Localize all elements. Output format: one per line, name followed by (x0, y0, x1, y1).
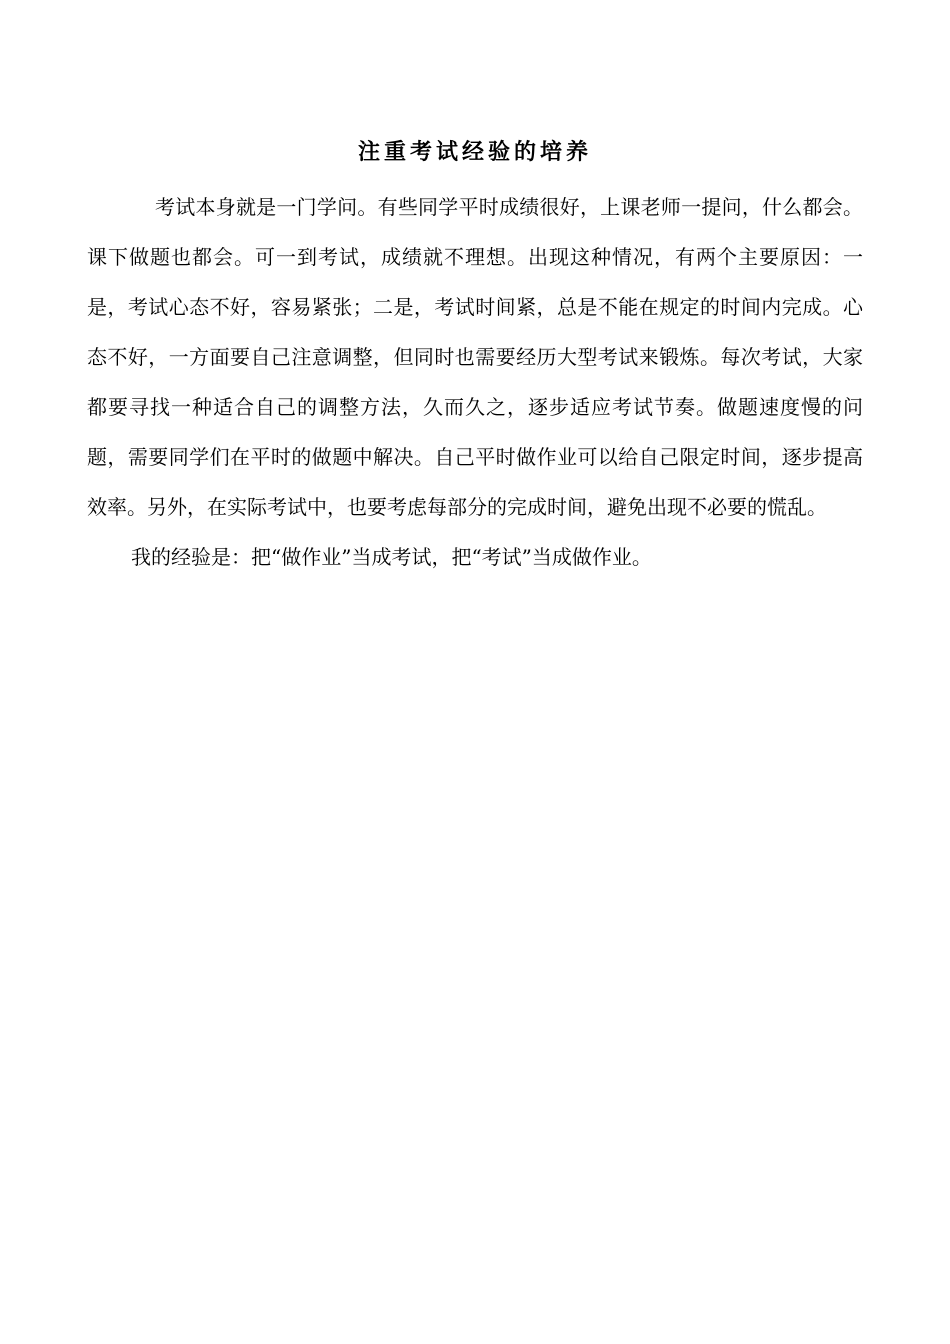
paragraph-exam-skills: 考试本身就是一门学问。有些同学平时成绩很好，上课老师一提问，什么都会。课下做题也都会。可一到考试，成绩就不理想。出现这种情况，有两个主要原因：一是，考试心态不好，容易紧张；二是，考试时间紧，总是不能在规定的时间内完成。心态不好，一方面要自己注意调整，但同时也需要经历大型考试来锻炼。每次考试，大家都要寻找一种适合自己的调整方法，久而久之，逐步适应考试节奏。做题速度慢的问题，需要同学们在平时的做题中解决。自己平时做作业可以给自己限定时间，逐步提高效率。另外，在实际考试中，也要考虑每部分的完成时间，避免出现不必要的慌乱。 (87, 195, 863, 519)
paragraph-experience-summary: 我的经验是：把“做作业”当成考试，把“考试”当成做作业。 (131, 545, 652, 569)
document-title: 注重考试经验的培养 (357, 139, 592, 165)
document-body (87, 182, 863, 582)
